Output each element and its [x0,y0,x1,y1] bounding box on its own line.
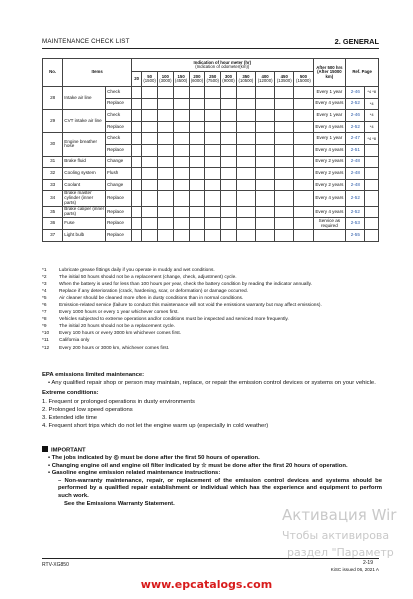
interval-cell [221,98,237,110]
row-operation: Replace [106,144,132,156]
footnote: *8 Vehicles subjected to extreme operations and/or conditions must be inspected and serviced more frequently. [42,317,289,323]
interval-cell [221,144,237,156]
interval-cell [205,98,221,110]
interval-cell [189,206,205,218]
col-after500-header: After 500 hrs (After 15000 km) [313,59,346,87]
site-watermark-link[interactable]: www.epcatalogs.com [140,578,273,591]
interval-cell [173,179,189,191]
interval-cell [294,179,313,191]
interval-cell [236,98,255,110]
interval-cell [221,191,237,206]
interval-cell [236,206,255,218]
interval-cell [142,206,158,218]
interval-cell [256,144,275,156]
table-row [43,191,379,206]
footnote: *9 The initial 20 hours should not be a replacement cycle. [42,324,175,330]
extreme-item: 4. Frequent short trips which do not let the engine warm up (especially in cold weather) [42,423,269,430]
table-row [43,133,379,145]
epa-title: EPA emissions limited maintenance: [42,372,145,378]
interval-cell [221,133,237,145]
ref-page-link[interactable]: 2-48 [346,156,365,168]
footnote: *7 Every 1000 hours or every 1 year whichever comes first. [42,310,179,316]
row-item: Coolant [63,179,106,191]
interval-cell [157,206,173,218]
interval-cell [132,156,142,168]
interval-cell [275,218,294,230]
interval-cell [189,121,205,133]
interval-cell [256,191,275,206]
interval-cell [132,191,142,206]
interval-cell [205,133,221,145]
interval-cell [142,168,158,180]
interval-cell [256,110,275,122]
footnote: *1 Lubricate grease fittings daily if you operate in muddy and wet conditions. [42,268,215,273]
interval-cell [256,156,275,168]
interval-cell [173,121,189,133]
hour-col-header: 20 [132,72,142,87]
interval-cell [157,121,173,133]
row-operation: Replace [106,121,132,133]
interval-cell [189,218,205,230]
interval-cell [189,191,205,206]
ref-page-link[interactable]: 2-47 [346,133,365,145]
interval-cell [132,229,142,241]
interval-cell [275,191,294,206]
interval-cell [205,87,221,99]
interval-cell [142,156,158,168]
footer-rule [42,558,379,559]
interval-cell [142,133,158,145]
interval-cell [173,156,189,168]
interval-cell [142,179,158,191]
watermark-line: раздел "Параметр [287,546,394,559]
interval-cell [205,191,221,206]
interval-cell [256,133,275,145]
interval-cell [275,168,294,180]
interval-cell [157,191,173,206]
row-number: 34 [43,191,63,206]
after-500-interval: Every 1 year [313,110,346,122]
interval-cell [294,229,313,241]
col-ref-header: Ref. Page [346,59,379,87]
interval-cell [256,229,275,241]
interval-cell [256,121,275,133]
interval-cell [142,218,158,230]
important-sub-item: – Non-warranty maintenance, repair, or replacement of the emission control devices and systems should be performed by a qualified repair establishment or individual which has the experience and equipment to perform such work. [58,477,382,500]
extreme-item: 1. Frequent or prolonged operations in dusty environments [42,398,195,405]
ref-page-link[interactable]: 2-53 [346,218,365,230]
interval-cell [275,179,294,191]
col-indication-header: Indication of hour meter (hr) (Indication of odometer(km)) [132,59,313,72]
row-note: *4 *8 [365,87,379,99]
interval-cell [189,98,205,110]
important-section [42,446,382,508]
row-operation: Replace [106,206,132,218]
interval-cell [221,110,237,122]
ref-page-link[interactable]: 2-48 [346,168,365,180]
interval-cell [221,156,237,168]
interval-cell [294,87,313,99]
col-no-header: No. [43,59,63,87]
row-number: 35 [43,206,63,218]
interval-cell [205,229,221,241]
interval-cell [236,144,255,156]
interval-cell [132,98,142,110]
important-item: • Gasoline engine emission related maintenance instructions: [48,470,221,477]
interval-cell [157,133,173,145]
interval-cell [236,218,255,230]
interval-cell [173,98,189,110]
row-item: Fuse [63,218,106,230]
ref-page-link[interactable]: 2-55 [346,229,365,241]
interval-cell [236,87,255,99]
hour-col-header: 200 (6000) [189,72,205,87]
interval-cell [256,168,275,180]
interval-cell [157,156,173,168]
hour-col-header: 150 (4500) [173,72,189,87]
interval-cell [173,191,189,206]
interval-cell [157,168,173,180]
interval-cell [275,156,294,168]
interval-cell [132,179,142,191]
interval-cell [205,121,221,133]
interval-cell [256,98,275,110]
footer-page-number: 2-19 [362,560,373,566]
row-number: 31 [43,156,63,168]
doc-header-title: MAINTENANCE CHECK LIST [42,38,130,45]
row-operation: Replace [106,191,132,206]
interval-cell [275,206,294,218]
footnote: *2 The initial 50 hours should not be a replacement (change, check, adjustment) cycle. [42,275,237,281]
interval-cell [189,229,205,241]
hour-col-header: 450 (13500) [275,72,294,87]
row-number: 28 [43,87,63,110]
interval-cell [142,191,158,206]
row-note [365,144,379,156]
interval-cell [275,229,294,241]
interval-cell [157,229,173,241]
interval-cell [205,218,221,230]
interval-cell [236,191,255,206]
interval-cell [173,229,189,241]
row-note [365,156,379,168]
row-operation: Replace [106,229,132,241]
row-number: 33 [43,179,63,191]
interval-cell [142,110,158,122]
interval-cell [294,156,313,168]
interval-cell [275,121,294,133]
row-item: Light bulb [63,229,106,241]
row-note [365,168,379,180]
interval-cell [205,168,221,180]
after-500-interval: Service as required [313,218,346,230]
interval-cell [236,229,255,241]
watermark-line: Чтобы активирова [282,529,390,542]
row-item: Engine breather hose [63,133,106,156]
section-title: 2. GENERAL [334,37,379,46]
row-item: Brake master cylinder (inner parts) [63,191,106,206]
interval-cell [132,218,142,230]
row-note: *4 [365,98,379,110]
header-rule [42,48,379,49]
interval-cell [173,87,189,99]
interval-cell [157,218,173,230]
footnote: *5 Air cleaner should be cleaned more often in dusty conditions than in normal conditions. [42,296,244,302]
interval-cell [236,110,255,122]
interval-cell [221,229,237,241]
row-note [365,206,379,218]
interval-cell [256,206,275,218]
interval-cell [294,191,313,206]
interval-cell [205,110,221,122]
interval-cell [294,144,313,156]
ref-page-link[interactable]: 2-46 [346,87,365,99]
row-operation: Change [106,179,132,191]
after-500-interval: Every 2 years [313,156,346,168]
interval-cell [236,133,255,145]
interval-cell [294,110,313,122]
row-item: CVT intake air line [63,110,106,133]
row-number: 37 [43,229,63,241]
watermark-line: Активация Wir [282,506,397,524]
footnote: *6 Emission-related service (failure to conduct this maintenance will not void the emissions warranty but may affect emissions). [42,303,322,309]
row-note: *4 [365,121,379,133]
after-500-interval: Every 2 years [313,168,346,180]
important-title: IMPORTANT [42,446,382,455]
interval-cell [189,144,205,156]
row-note [365,191,379,206]
extreme-item: 2. Prolonged low speed operations [42,406,133,413]
interval-cell [142,229,158,241]
row-number: 30 [43,133,63,156]
footnote: *4 Replace if any deterioration (crack, hardening, scar, or deformation) or damage occurred. [42,289,249,295]
interval-cell [275,98,294,110]
row-operation: Change [106,156,132,168]
ref-page-link[interactable]: 2-52 [346,121,365,133]
interval-cell [142,144,158,156]
after-500-interval: Every 4 years [313,191,346,206]
interval-cell [236,168,255,180]
interval-cell [256,179,275,191]
row-number: 36 [43,218,63,230]
interval-cell [189,110,205,122]
ref-page-link[interactable]: 2-52 [346,98,365,110]
after-500-interval: Every 4 years [313,121,346,133]
ref-page-link[interactable]: 2-52 [346,191,365,206]
hour-col-header: 500 (15000) [294,72,313,87]
row-item: Brake fluid [63,156,106,168]
interval-cell [205,156,221,168]
interval-cell [173,144,189,156]
interval-cell [132,110,142,122]
interval-cell [142,121,158,133]
row-note: *4 *8 [365,133,379,145]
row-operation: Check [106,87,132,99]
interval-cell [221,206,237,218]
interval-cell [132,168,142,180]
after-500-interval: Every 4 years [313,98,346,110]
row-item: Brake caliper (inner parts) [64,206,105,217]
row-item: Intake air line [63,87,106,110]
warranty-statement: See the Emissions Warranty Statement. [64,500,175,507]
after-500-interval: Every 1 year [313,87,346,99]
table-row [43,206,379,218]
footnote: *11 California only [42,338,90,344]
interval-cell [157,110,173,122]
after-500-interval [313,229,346,241]
interval-cell [132,133,142,145]
interval-cell [221,121,237,133]
interval-cell [157,87,173,99]
footnotes [42,267,382,352]
interval-cell [157,98,173,110]
hour-col-header: 50 (1500) [142,72,158,87]
hour-col-header: 400 (12000) [256,72,275,87]
footer-model: RTV-XG850 [42,562,69,568]
row-number: 29 [43,110,63,133]
epa-section [42,371,382,430]
interval-cell [221,179,237,191]
interval-cell [236,121,255,133]
row-operation: Replace [106,98,132,110]
interval-cell [221,218,237,230]
interval-cell [205,179,221,191]
interval-cell [256,218,275,230]
interval-cell [236,156,255,168]
table-row [43,218,379,230]
footnote: *3 When the battery is used for less than 100 hours per year, check the battery condition by reading the indicator annually. [42,282,312,288]
table-row [43,87,379,99]
interval-cell [142,87,158,99]
epa-bullet: • Any qualified repair shop or person may maintain, replace, or repair the emission control devices or systems on your vehicle. [48,380,376,387]
important-item: • The jobs indicated by ◎ must be done after the first 50 hours of operation. [48,455,260,462]
interval-cell [236,179,255,191]
important-square-icon [42,446,48,452]
table-row [43,156,379,168]
after-500-interval: Every 4 years [313,144,346,156]
hour-col-header: 300 (9000) [221,72,237,87]
hour-col-header: 350 (10500) [236,72,255,87]
interval-cell [132,144,142,156]
table-row [43,179,379,191]
after-500-interval: Every 4 years [313,206,346,218]
interval-cell [173,206,189,218]
footnote: *12 Every 200 hours or 3000 km, whichever comes first. [42,345,170,351]
row-note: *4 [365,110,379,122]
table-row [43,168,379,180]
interval-cell [173,218,189,230]
interval-cell [294,98,313,110]
row-number: 32 [43,168,63,180]
interval-cell [157,179,173,191]
interval-cell [189,156,205,168]
interval-cell [275,133,294,145]
row-note [365,179,379,191]
interval-cell [221,87,237,99]
interval-cell [157,144,173,156]
hour-col-header: 250 (7500) [205,72,221,87]
interval-cell [275,87,294,99]
interval-cell [221,168,237,180]
after-500-interval: Every 2 years [313,179,346,191]
interval-cell [132,206,142,218]
ref-page-link[interactable]: 2-46 [346,110,365,122]
table-row [43,229,379,241]
col-items-header: Items [63,59,132,87]
interval-cell [189,179,205,191]
row-operation: Replace [106,218,132,230]
interval-cell [294,133,313,145]
row-operation: Check [106,133,132,145]
table-header-row [43,59,379,72]
maintenance-table [42,58,379,242]
row-operation: Flush [106,168,132,180]
interval-cell [142,98,158,110]
hour-col-header: 100 (3000) [157,72,173,87]
interval-cell [275,110,294,122]
interval-cell [294,168,313,180]
interval-cell [132,121,142,133]
after-500-interval: Every 1 year [313,133,346,145]
interval-cell [256,87,275,99]
extreme-item: 3. Extended idle time [42,415,98,422]
ref-page-link[interactable]: 2-52 [346,206,365,218]
interval-cell [132,87,142,99]
interval-cell [189,133,205,145]
interval-cell [189,168,205,180]
interval-cell [294,206,313,218]
interval-cell [275,144,294,156]
footer-issued: KiSC issued 06, 2021 A [330,567,379,572]
interval-cell [189,87,205,99]
table-row [43,110,379,122]
important-item: • Changing engine oil and engine oil filter indicated by ☆ must be done after the first 20 hours of operation. [48,462,348,469]
interval-cell [294,121,313,133]
ref-page-link[interactable]: 2-48 [346,179,365,191]
interval-cell [173,168,189,180]
extreme-title: Extreme conditions: [42,390,99,397]
row-note [365,218,379,230]
ref-page-link[interactable]: 2-51 [346,144,365,156]
interval-cell [173,133,189,145]
row-note [365,229,379,241]
footnote: *10 Every 100 hours or every 3000 km whichever comes first. [42,331,182,337]
row-operation: Check [106,110,132,122]
interval-cell [205,206,221,218]
interval-cell [205,144,221,156]
interval-cell [294,218,313,230]
row-item: Cooling system [63,168,106,180]
interval-cell [173,110,189,122]
